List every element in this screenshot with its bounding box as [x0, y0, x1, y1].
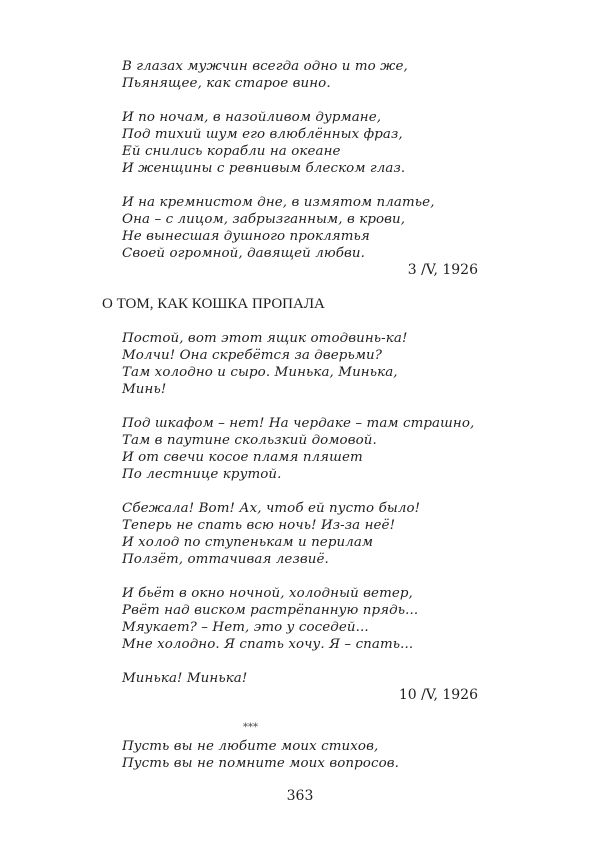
verse-line: И на кремнистом дне, в измятом платье,	[122, 195, 435, 210]
section-separator: ***	[243, 722, 258, 733]
verse-line: И женщины с ревнивым блеском глаз.	[122, 161, 406, 176]
poem-date: 3 /V, 1926	[407, 262, 478, 278]
page-number: 363	[286, 788, 314, 804]
verse-line: Рвёт над виском растрёпанную прядь...	[122, 603, 419, 618]
verse-line: Под шкафом – нет! На чердаке – там страшно,	[122, 416, 475, 431]
verse-line: Не вынесшая душного проклятья	[122, 229, 370, 244]
verse-line: Минь!	[122, 382, 167, 397]
verse-line: Постой, вот этот ящик отодвинь-ка!	[122, 331, 408, 346]
verse-line: В глазах мужчин всегда одно и то же,	[122, 59, 408, 74]
verse-line: Мяукает? – Нет, это у соседей...	[122, 620, 369, 635]
verse-line: Ей снились корабли на океане	[122, 144, 341, 159]
verse-line: И бьёт в окно ночной, холодный ветер,	[122, 586, 413, 601]
verse-line: И холод по ступенькам и перилам	[122, 535, 374, 550]
verse-line: И по ночам, в назойливом дурмане,	[122, 110, 382, 125]
verse-line: Минька! Минька!	[122, 671, 248, 686]
verse-line: Своей огромной, давящей любви.	[122, 246, 365, 261]
verse-line: И от свечи косое пламя пляшет	[122, 450, 363, 465]
verse-line: Под тихий шум его влюблённых фраз,	[122, 127, 403, 142]
verse-line: Пусть вы не любите моих стихов,	[122, 739, 379, 754]
verse-line: Молчи! Она скребётся за дверьми?	[122, 348, 383, 363]
verse-line: Сбежала! Вот! Ах, чтоб ей пусто было!	[122, 501, 421, 516]
verse-line: По лестнице крутой.	[122, 467, 282, 482]
verse-line: Там в паутине скользкий домовой.	[122, 433, 377, 448]
verse-line: Мне холодно. Я спать хочу. Я – спать...	[122, 637, 414, 652]
verse-line: Пусть вы не помните моих вопросов.	[122, 756, 399, 771]
verse-line: Она – с лицом, забрызганным, в крови,	[122, 212, 406, 227]
poem-title: О ТОМ, КАК КОШКА ПРОПАЛА	[102, 296, 325, 312]
verse-line: Пьянящее, как старое вино.	[122, 76, 331, 91]
verse-line: Ползёт, оттачивая лезвиё.	[122, 552, 329, 567]
verse-line: Там холодно и сыро. Минька, Минька,	[122, 365, 398, 380]
poem-date: 10 /V, 1926	[398, 687, 478, 703]
verse-line: Теперь не спать всю ночь! Из-за неё!	[122, 518, 396, 533]
